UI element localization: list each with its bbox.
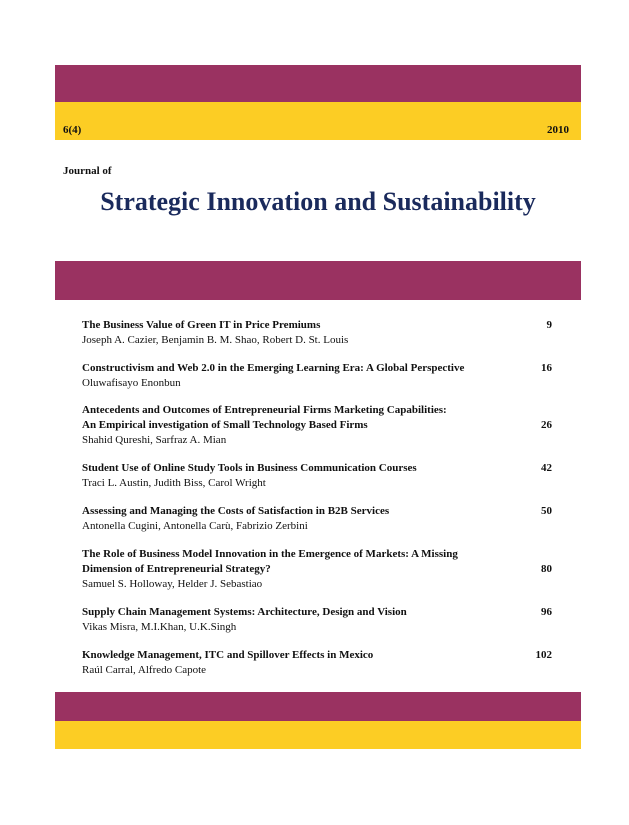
article-authors: Oluwafisayo Enonbun <box>82 377 181 389</box>
toc-title-line <box>82 461 552 476</box>
toc-entry <box>82 361 552 391</box>
page-number: 26 <box>541 419 552 431</box>
article-title: Antecedents and Outcomes of Entrepreneurial Firms Marketing Capabilities: <box>82 404 447 416</box>
toc-title-line <box>82 504 552 519</box>
middle-maroon-band <box>55 261 581 300</box>
toc-entry <box>82 403 552 448</box>
article-title: Assessing and Managing the Costs of Satisfaction in B2B Services <box>82 505 390 517</box>
top-maroon-band <box>55 65 581 102</box>
page-number: 42 <box>541 462 552 474</box>
article-title: The Role of Business Model Innovation in the Emergence of Markets: A Missing <box>82 548 458 560</box>
article-title-continued: Dimension of Entrepreneurial Strategy? <box>82 563 271 575</box>
page-number: 50 <box>541 505 552 517</box>
bottom-gold-band <box>55 721 581 749</box>
toc-entry <box>82 648 552 678</box>
toc-title-line <box>82 318 552 333</box>
toc-entry <box>82 318 552 348</box>
article-title: Constructivism and Web 2.0 in the Emerging Learning Era: A Global Perspective <box>82 362 465 374</box>
toc-title-line <box>82 418 552 433</box>
article-title: Supply Chain Management Systems: Architecture, Design and Vision <box>82 606 407 618</box>
article-title: Knowledge Management, ITC and Spillover Effects in Mexico <box>82 649 374 661</box>
page-number: 96 <box>541 606 552 618</box>
article-authors: Antonella Cugini, Antonella Carù, Fabrizio Zerbini <box>82 520 308 532</box>
page-number: 80 <box>541 563 552 575</box>
journal-of-label: Journal of <box>63 165 112 177</box>
toc-title-line <box>82 648 552 663</box>
toc-title-line <box>82 605 552 620</box>
toc-title-line <box>82 562 552 577</box>
issue-number: 6(4) <box>63 124 82 136</box>
issue-row <box>63 124 569 137</box>
article-authors: Shahid Qureshi, Sarfraz A. Mian <box>82 434 227 446</box>
article-authors: Samuel S. Holloway, Helder J. Sebastiao <box>82 578 263 590</box>
toc-title-line <box>82 403 552 418</box>
toc-entry <box>82 504 552 534</box>
article-title: The Business Value of Green IT in Price Premiums <box>82 319 321 331</box>
journal-title: Strategic Innovation and Sustainability <box>100 187 536 216</box>
toc-entry <box>82 461 552 491</box>
article-authors: Joseph A. Cazier, Benjamin B. M. Shao, Robert D. St. Louis <box>82 334 349 346</box>
toc-entry <box>82 547 552 592</box>
article-authors: Vikas Misra, M.I.Khan, U.K.Singh <box>82 621 237 633</box>
article-title: Student Use of Online Study Tools in Business Communication Courses <box>82 462 417 474</box>
toc-title-line <box>82 547 552 562</box>
toc-entry <box>82 605 552 635</box>
page-number: 16 <box>541 362 552 374</box>
article-authors: Traci L. Austin, Judith Biss, Carol Wright <box>82 477 266 489</box>
page-number: 102 <box>535 649 552 661</box>
page-number: 9 <box>546 319 552 331</box>
article-authors: Raúl Carral, Alfredo Capote <box>82 664 207 676</box>
bottom-maroon-band <box>55 692 581 721</box>
toc-title-line <box>82 361 552 376</box>
issue-year: 2010 <box>547 124 569 136</box>
article-title-continued: An Empirical investigation of Small Technology Based Firms <box>82 419 368 431</box>
